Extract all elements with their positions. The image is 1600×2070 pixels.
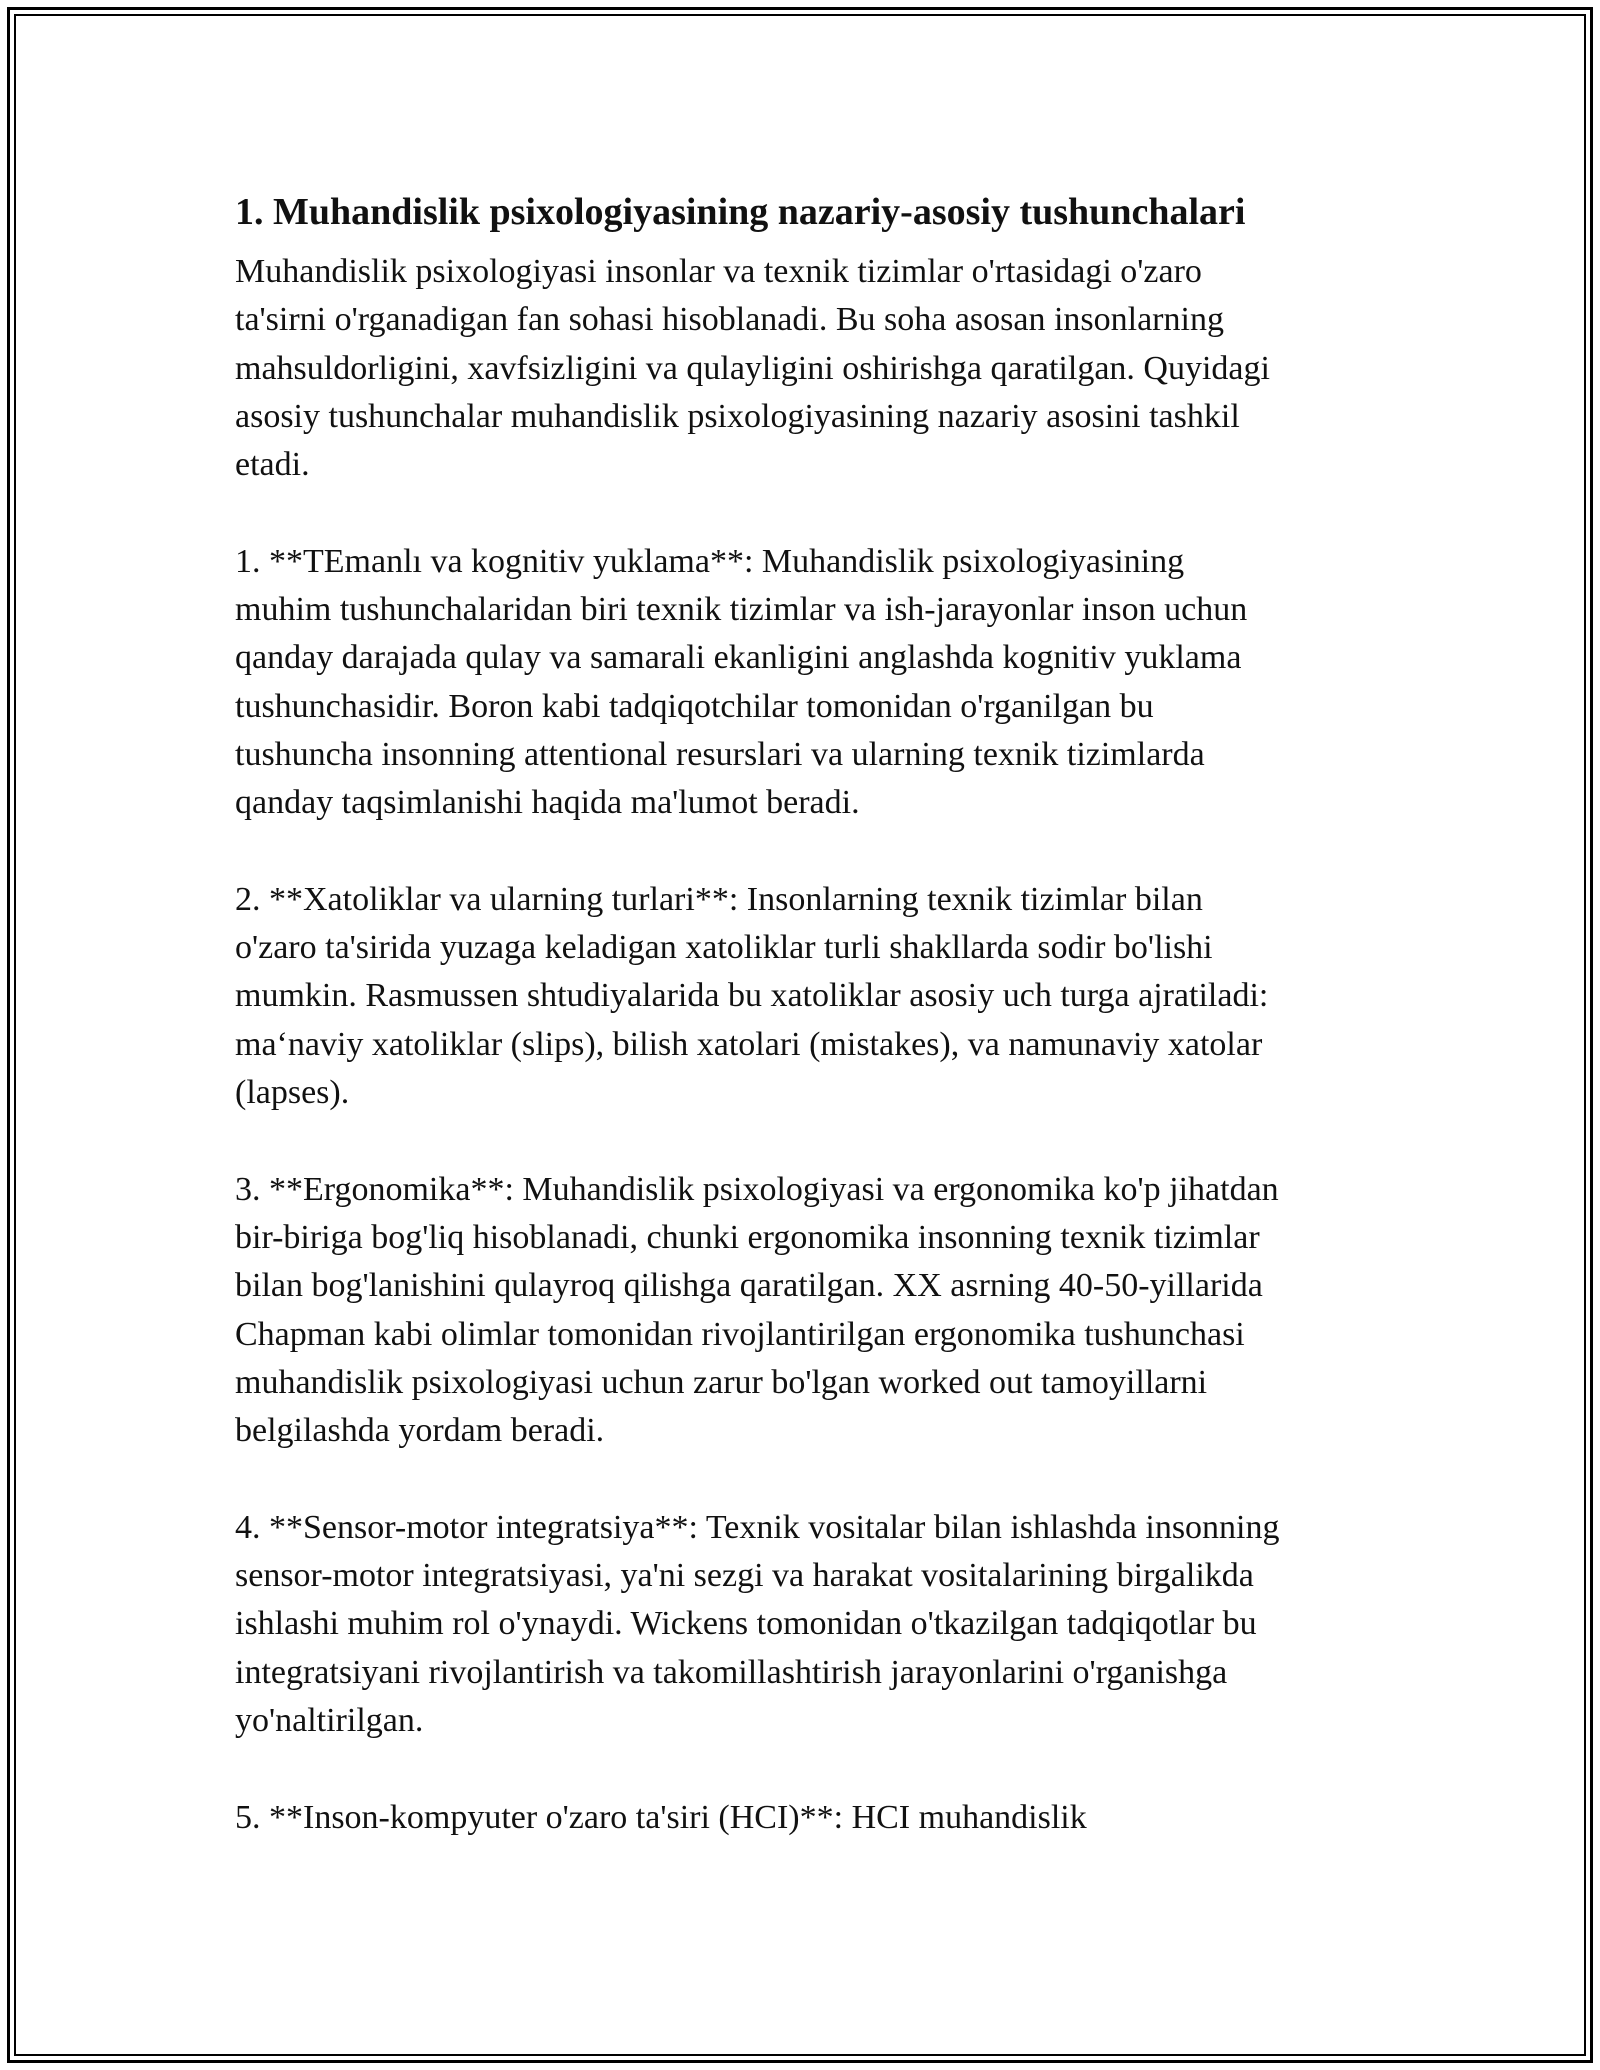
text-line: muhandislik psixologiyasi uchun zarur bo'lgan worked out tamoyillarni	[235, 1363, 1208, 1401]
text-line: etadi.	[235, 446, 310, 484]
text-line: ma‘naviy xatoliklar (slips), bilish xatolari (mistakes), va namunaviy xatolar	[235, 1025, 1263, 1063]
text-line: (lapses).	[235, 1074, 350, 1112]
text-line: belgilashda yordam beradi.	[235, 1412, 605, 1450]
text-line: mahsuldorligini, xavfsizligini va qulayligini oshirishga qaratilgan. Quyidagi	[235, 349, 1270, 387]
text-line: muhim tushunchalaridan biri texnik tizimlar va ish-jarayonlar inson uchun	[235, 591, 1248, 629]
document-body	[235, 186, 1375, 1842]
text-line: ishlashi muhim rol o'ynaydi. Wickens tomonidan o'tkazilgan tadqiqotlar bu	[235, 1605, 1257, 1643]
list-item-sensor-motor	[235, 1504, 1375, 1745]
text-line: yo'naltirilgan.	[235, 1701, 424, 1739]
list-item-ergonomics	[235, 1166, 1375, 1456]
text-line: 3. **Ergonomika**: Muhandislik psixologiyasi va ergonomika ko'p jihatdan	[235, 1170, 1279, 1208]
text-line: Muhandislik psixologiyasi insonlar va texnik tizimlar o'rtasidagi o'zaro	[235, 253, 1202, 290]
text-line: 2. **Xatoliklar va ularning turlari**: Insonlarning texnik tizimlar bilan	[235, 880, 1203, 918]
text-line: integratsiyani rivojlantirish va takomillashtirish jarayonlarini o'rganishga	[235, 1653, 1228, 1691]
text-line: 5. **Inson-kompyuter o'zaro ta'siri (HCI)**: HCI muhandislik	[235, 1798, 1087, 1836]
text-line: mumkin. Rasmussen shtudiyalarida bu xatoliklar asosiy uch turga ajratiladi:	[235, 977, 1269, 1015]
intro-paragraph	[235, 248, 1375, 489]
text-line: sensor-motor integratsiyasi, ya'ni sezgi va harakat vositalarining birgalikda	[235, 1557, 1254, 1595]
document-title: 1. Muhandislik psixologiyasining nazariy-asosiy tushunchalari	[235, 191, 1246, 233]
text-line: o'zaro ta'sirida yuzaga keladigan xatoliklar turli shakllarda sodir bo'lishi	[235, 929, 1213, 967]
text-line: tushuncha insonning attentional resurslari va ularning texnik tizimlarda	[235, 735, 1205, 773]
text-line: tushunchasidir. Boron kabi tadqiqotchilar tomonidan o'rganilgan bu	[235, 687, 1154, 725]
text-line: asosiy tushunchalar muhandislik psixologiyasining nazariy asosini tashkil	[235, 397, 1240, 435]
text-line: ta'sirni o'rganadigan fan sohasi hisoblanadi. Bu soha asosan insonlarning	[235, 301, 1224, 339]
list-item-hci	[235, 1794, 1375, 1842]
text-line: bilan bog'lanishini qulayroq qilishga qaratilgan. XX asrning 40-50-yillarida	[235, 1267, 1263, 1305]
text-line: qanday taqsimlanishi haqida ma'lumot beradi.	[235, 784, 860, 822]
text-line: bir-biriga bog'liq hisoblanadi, chunki ergonomika insonning texnik tizimlar	[235, 1218, 1260, 1256]
list-item-cognitive-load	[235, 538, 1375, 828]
list-item-errors	[235, 876, 1375, 1117]
text-line: 4. **Sensor-motor integratsiya**: Texnik vositalar bilan ishlashda insonning	[235, 1508, 1280, 1546]
text-line: Chapman kabi olimlar tomonidan rivojlantirilgan ergonomika tushunchasi	[235, 1315, 1245, 1353]
text-line: 1. **TEmanlı va kognitiv yuklama**: Muhandislik psixologiyasining	[235, 542, 1185, 580]
text-line: qanday darajada qulay va samarali ekanligini anglashda kognitiv yuklama	[235, 639, 1242, 677]
